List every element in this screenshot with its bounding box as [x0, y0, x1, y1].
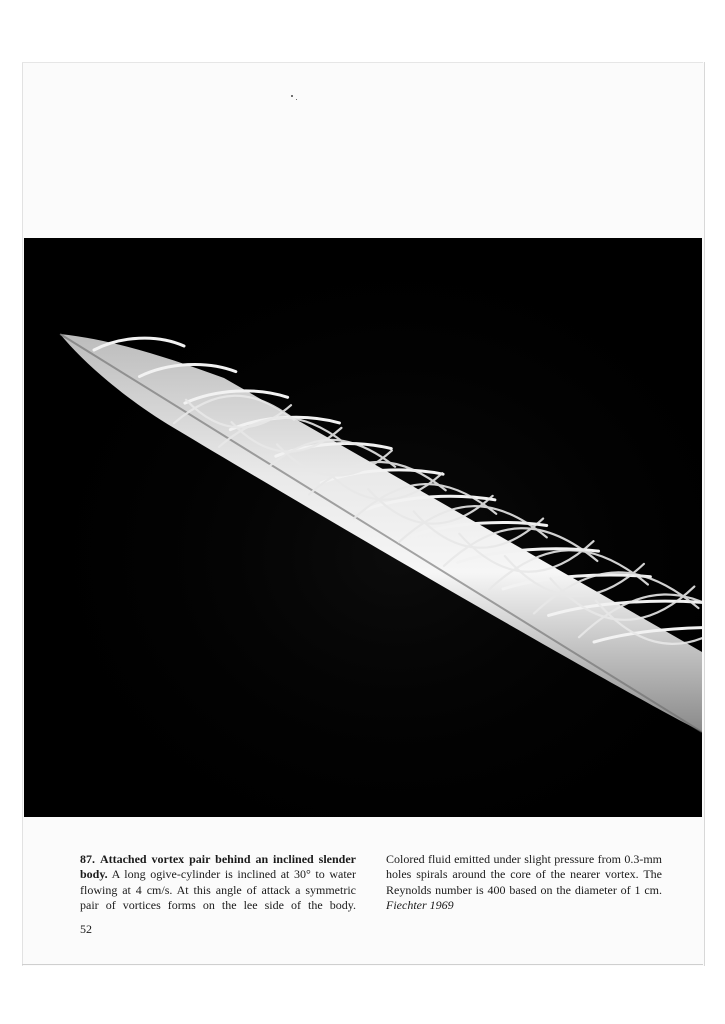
bottom-scan-edge: [22, 964, 703, 965]
figure-caption: [80, 852, 662, 914]
page-number: 52: [80, 922, 92, 936]
figure-description: A long ogive-cylinder is inclined at 30° to water flowing at 4 cm/s. At this angle of attack a symmetric pair of vortices forms on the lee side of the body. Colored fluid emitted under slight pressure from 0.3-mm holes spirals around the core of the nearer vortex. The Reynolds number is 400 based on the diameter of 1 cm.: [80, 852, 662, 913]
top-scan-edge: [22, 62, 703, 63]
ogive-cylinder-image: [24, 238, 702, 817]
figure-title: Attached vortex pair behind an inclined slender body.: [80, 852, 356, 882]
figure-number: 87.: [80, 852, 95, 866]
dust-speck: [291, 95, 293, 97]
flow-visualization-photo: [24, 238, 702, 817]
dust-speck: [296, 99, 297, 100]
figure-credit: Fiechter 1969: [386, 898, 454, 913]
